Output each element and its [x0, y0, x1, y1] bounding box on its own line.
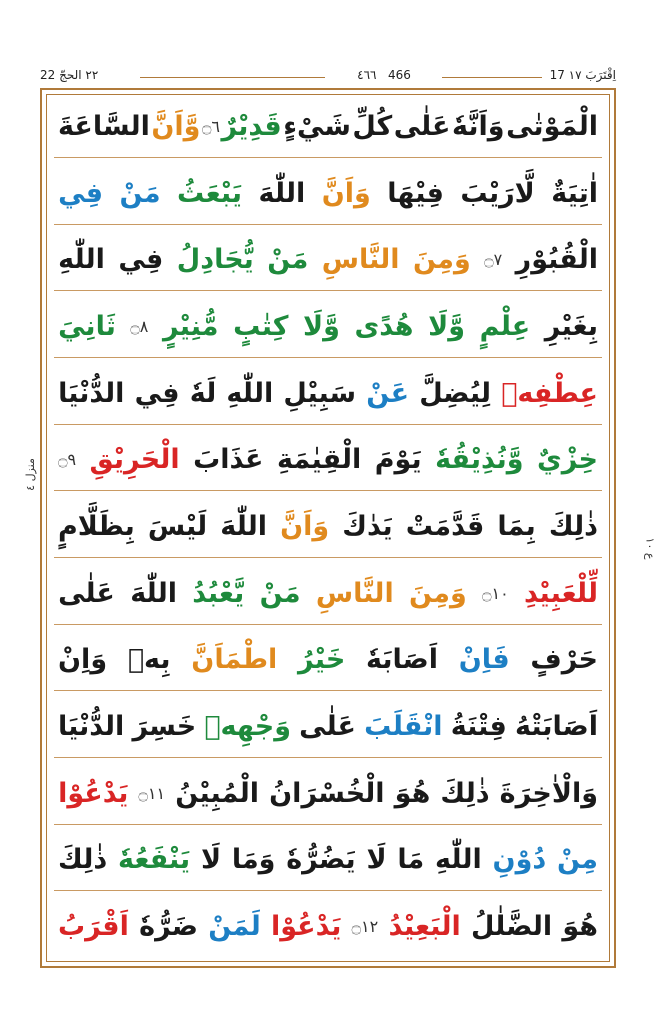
verse-word: اَقْرَبُ: [58, 911, 129, 943]
verse-word: اَصَابَتْهُ: [514, 710, 598, 742]
verse-word: مَنْ: [267, 244, 309, 276]
verse-word: السَّاعَةَ: [58, 111, 150, 142]
verse-word: الْخُسْرَانُ: [269, 777, 385, 809]
verse-line: [54, 496, 602, 558]
verse-word: الدُّنْيَا: [58, 710, 125, 742]
verse-word: وَاَنَّهٗ: [452, 111, 505, 142]
verse-line: [54, 163, 602, 225]
verse-word: شَيْءٍ: [283, 111, 351, 142]
verse-word: عَذَابَ: [193, 444, 264, 476]
verse-lines: [54, 96, 602, 958]
verse-word: ضَرُّهٗ: [139, 911, 198, 943]
ayah-marker: ۝١٠: [482, 583, 509, 603]
verse-word: وَّاَنَّ: [151, 111, 201, 142]
verse-word: بِغَيْرِ: [544, 310, 598, 342]
verse-word: لِيُضِلَّ: [419, 377, 492, 409]
verse-line: [54, 563, 602, 625]
verse-word: ثَانِيَ: [58, 310, 116, 342]
verse-word: يَوْمَ: [374, 444, 422, 476]
ayah-marker: ۝٩: [58, 450, 77, 470]
header-rule-left: [140, 77, 325, 78]
verse-word: قَدِيْرٌ: [221, 111, 282, 142]
verse-word: يَنْفَعُهٗ: [117, 844, 191, 876]
verse-word: عَلٰى: [393, 111, 451, 142]
ayah-marker: ۝٧: [484, 250, 503, 270]
ayah-marker: ۝١٢: [351, 917, 379, 937]
verse-word: مِنْ: [556, 844, 598, 876]
verse-word: وَاَنَّ: [321, 177, 371, 209]
verse-word: خِزْيٌ: [536, 444, 598, 476]
verse-word: مَنْ: [259, 577, 301, 609]
verse-line: [54, 696, 602, 758]
verse-word: دُوْنِ: [492, 844, 547, 876]
verse-line: [54, 296, 602, 358]
verse-word: فِي: [134, 377, 180, 409]
verse-word: لَّارَيْبَ: [460, 177, 535, 209]
verse-word: كُلِّ: [352, 111, 393, 142]
verse-word: عِلْمٍ: [479, 310, 531, 342]
verse-word: انْقَلَبَ: [364, 710, 443, 742]
header-juz-name: 17 اِقْتَرَبَ ١٧: [549, 68, 616, 82]
verse-word: وَاِنْ: [58, 644, 108, 676]
verse-word: الضَّلٰلُ: [470, 911, 553, 943]
verse-word: اللّٰهَ: [130, 577, 177, 609]
verse-word: فِتْنَةُ: [450, 710, 507, 742]
verse-word: اللّٰهِ: [58, 244, 105, 276]
header-surah-name: ٢٢ الحجّ 22: [40, 68, 99, 82]
verse-word: الْمُبِيْنُ: [175, 777, 260, 809]
verse-word: وَمَا: [231, 844, 276, 876]
verse-word: كِتٰبٍ: [233, 310, 289, 342]
ayah-marker: ۝٦: [201, 117, 220, 136]
verse-word: وَاَنَّ: [280, 510, 330, 542]
verse-word: الْمَوْتٰى: [506, 111, 598, 142]
page-number: 466: [387, 68, 411, 82]
verse-word: عِطْفِهٖ: [501, 377, 598, 409]
verse-word: وَّلَا: [303, 310, 340, 342]
verse-word: وَّلَا: [428, 310, 465, 342]
verse-word: لَهٗ: [189, 377, 217, 409]
verse-word: فِي: [58, 177, 104, 209]
verse-word: بِهٖ: [127, 644, 171, 676]
verse-word: ذٰلِكَ: [58, 844, 108, 876]
ruku-marker: ع ١٠: [643, 537, 657, 560]
verse-word: ذٰلِكَ: [440, 777, 490, 809]
verse-word: اللّٰهِ: [434, 844, 482, 876]
verse-word: يَدْعُوْا: [58, 777, 129, 809]
verse-word: عَلٰى: [299, 710, 356, 742]
verse-word: النَّاسِ: [321, 244, 400, 276]
verse-word: وَمِنَ: [413, 244, 471, 276]
verse-word: مَا: [397, 844, 425, 876]
header-page-number: [325, 68, 443, 82]
verse-word: هُوَ: [394, 777, 431, 809]
verse-word: بِمَا: [497, 510, 536, 542]
verse-line: [54, 896, 602, 958]
verse-word: حَرْفٍ: [530, 644, 598, 676]
ayah-marker: ۝٨: [130, 316, 149, 336]
verse-word: اللّٰهَ: [220, 510, 267, 542]
verse-word: يُّجَادِلُ: [176, 244, 254, 276]
page-header: [40, 66, 616, 88]
verse-line: [54, 829, 602, 891]
verse-word: اٰتِيَةٌ: [551, 177, 598, 209]
verse-word: النَّاسِ: [315, 577, 394, 609]
verse-line: [54, 229, 602, 291]
verse-word: الْبَعِيْدُ: [388, 911, 461, 943]
verse-word: قَدَّمَتْ: [405, 510, 485, 542]
verse-line: [54, 763, 602, 825]
verse-word: يَدٰكَ: [342, 510, 393, 542]
verse-word: وَمِنَ: [409, 577, 467, 609]
verse-word: لَا: [366, 844, 387, 876]
verse-line: [54, 429, 602, 491]
verse-word: يَبْعَثُ: [177, 177, 242, 209]
ayah-marker: ۝١١: [138, 783, 166, 803]
verse-word: الْقُبُوْرِ: [515, 244, 598, 276]
verse-line: [54, 363, 602, 425]
verse-word: يَدْعُوْا: [271, 911, 342, 943]
verse-word: مُّنِيْرٍ: [162, 310, 219, 342]
verse-word: لَا: [200, 844, 222, 876]
verse-line: [54, 629, 602, 691]
verse-word: عَلٰى: [58, 577, 115, 609]
verse-word: خَسِرَ: [132, 710, 197, 742]
verse-word: عَنْ: [366, 377, 410, 409]
verse-word: بِظَلَّامٍ: [58, 510, 135, 542]
verse-word: الْحَرِيْقِ: [89, 444, 180, 476]
verse-word: مَنْ: [119, 177, 161, 209]
verse-word: خَيْرُ: [298, 644, 346, 676]
header-rule-right: [442, 77, 542, 78]
manzil-marker: منزل ٤: [23, 458, 37, 491]
verse-word: وَالْاٰخِرَةَ: [499, 777, 598, 809]
verse-word: هُوَ: [562, 911, 598, 943]
verse-word: الدُّنْيَا: [58, 377, 125, 409]
verse-line: [54, 96, 602, 158]
page-number-eastern: ٤٦٦: [357, 68, 377, 82]
verse-word: اَصَابَهٗ: [366, 644, 439, 676]
verse-word: فِي: [118, 244, 164, 276]
verse-word: يَّعْبُدُ: [192, 577, 245, 609]
verse-word: لِّلْعَبِيْدِ: [523, 577, 598, 609]
verse-word: ذٰلِكَ: [548, 510, 598, 542]
verse-word: لَمَنْ: [208, 911, 261, 943]
verse-word: هُدًى: [354, 310, 414, 342]
verse-word: اللّٰهَ: [258, 177, 306, 209]
verse-word: يَضُرُّهٗ: [286, 844, 356, 876]
verse-word: فِيْهَا: [387, 177, 444, 209]
verse-word: فَاِنْ: [458, 644, 510, 676]
verse-word: الْقِيٰمَةِ: [276, 444, 362, 476]
verse-word: وَجْهِهٖ: [204, 710, 291, 742]
verse-word: اطْمَاَنَّ: [191, 644, 278, 676]
verse-word: اللّٰهِ: [226, 377, 274, 409]
verse-word: لَيْسَ: [147, 510, 208, 542]
verse-word: وَّنُذِيْقُهٗ: [435, 444, 524, 476]
verse-word: سَبِيْلِ: [283, 377, 357, 409]
